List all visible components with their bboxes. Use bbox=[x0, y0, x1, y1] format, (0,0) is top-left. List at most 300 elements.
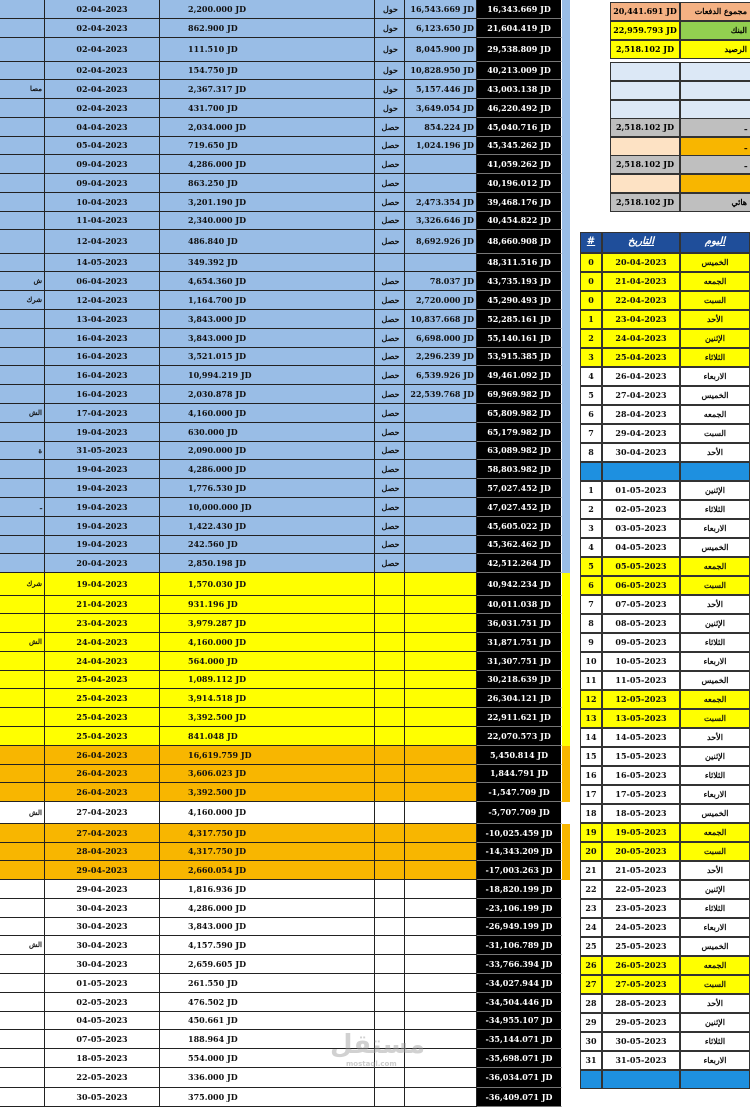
summary-label[interactable]: ـ bbox=[680, 118, 750, 137]
balance-cell[interactable]: -26,949.199 JD bbox=[477, 918, 562, 936]
balance-cell[interactable]: 48,311.516 JD bbox=[477, 254, 562, 272]
status-cell[interactable] bbox=[375, 1068, 405, 1088]
balance-cell[interactable]: 40,011.038 JD bbox=[477, 596, 562, 614]
transfer-cell[interactable] bbox=[405, 174, 477, 193]
date-cell[interactable]: 09-04-2023 bbox=[45, 174, 160, 193]
balance-cell[interactable]: -10,025.459 JD bbox=[477, 824, 562, 843]
summary-label[interactable] bbox=[680, 174, 750, 193]
calendar-date[interactable]: 18-05-2023 bbox=[602, 804, 680, 823]
transfer-cell[interactable] bbox=[405, 671, 477, 689]
transfer-cell[interactable] bbox=[405, 974, 477, 993]
calendar-day[interactable]: السبت bbox=[680, 291, 750, 310]
balance-cell[interactable]: 31,871.751 JD bbox=[477, 633, 562, 652]
balance-cell[interactable]: 45,605.022 JD bbox=[477, 517, 562, 536]
amount-cell[interactable]: 564.000 JD bbox=[160, 652, 375, 671]
date-cell[interactable]: 25-04-2023 bbox=[45, 689, 160, 708]
description-cell[interactable]: مصا bbox=[0, 80, 45, 99]
calendar-date[interactable]: 20-05-2023 bbox=[602, 842, 680, 861]
transfer-cell[interactable] bbox=[405, 880, 477, 899]
balance-cell[interactable]: 39,468.176 JD bbox=[477, 193, 562, 212]
amount-cell[interactable]: 431.700 JD bbox=[160, 99, 375, 118]
calendar-number[interactable]: 1 bbox=[580, 310, 602, 329]
status-cell[interactable]: حول bbox=[375, 38, 405, 62]
balance-cell[interactable]: -18,820.199 JD bbox=[477, 880, 562, 899]
calendar-date[interactable]: 25-04-2023 bbox=[602, 348, 680, 367]
balance-cell[interactable]: 22,070.573 JD bbox=[477, 727, 562, 746]
amount-cell[interactable]: 630.000 JD bbox=[160, 423, 375, 442]
description-cell[interactable] bbox=[0, 536, 45, 554]
calendar-number[interactable]: 16 bbox=[580, 766, 602, 785]
calendar-day[interactable] bbox=[680, 462, 750, 481]
calendar-day[interactable]: الأحد bbox=[680, 595, 750, 614]
transfer-cell[interactable] bbox=[405, 633, 477, 652]
description-cell[interactable] bbox=[0, 212, 45, 230]
date-cell[interactable]: 12-04-2023 bbox=[45, 291, 160, 310]
status-cell[interactable]: حول bbox=[375, 80, 405, 99]
status-cell[interactable]: حصل bbox=[375, 554, 405, 573]
transfer-cell[interactable] bbox=[405, 765, 477, 783]
calendar-day[interactable]: السبت bbox=[680, 709, 750, 728]
description-cell[interactable] bbox=[0, 137, 45, 155]
calendar-date[interactable]: 19-05-2023 bbox=[602, 823, 680, 842]
description-cell[interactable] bbox=[0, 366, 45, 385]
calendar-day[interactable]: الاربعاء bbox=[680, 1051, 750, 1070]
description-cell[interactable] bbox=[0, 955, 45, 974]
date-cell[interactable]: 30-04-2023 bbox=[45, 936, 160, 955]
amount-cell[interactable]: 2,660.054 JD bbox=[160, 861, 375, 880]
description-cell[interactable] bbox=[0, 460, 45, 479]
description-cell[interactable]: ش bbox=[0, 272, 45, 291]
calendar-date[interactable]: 29-05-2023 bbox=[602, 1013, 680, 1032]
date-cell[interactable]: 02-04-2023 bbox=[45, 80, 160, 99]
status-cell[interactable]: حصل bbox=[375, 404, 405, 423]
calendar-date[interactable]: 15-05-2023 bbox=[602, 747, 680, 766]
calendar-date[interactable]: 30-05-2023 bbox=[602, 1032, 680, 1051]
description-cell[interactable] bbox=[0, 479, 45, 498]
amount-cell[interactable]: 554.000 JD bbox=[160, 1049, 375, 1068]
transfer-cell[interactable] bbox=[405, 498, 477, 517]
calendar-date[interactable]: 06-05-2023 bbox=[602, 576, 680, 595]
amount-cell[interactable]: 4,317.750 JD bbox=[160, 824, 375, 843]
date-cell[interactable]: 30-04-2023 bbox=[45, 899, 160, 918]
description-cell[interactable] bbox=[0, 1088, 45, 1107]
status-cell[interactable] bbox=[375, 1012, 405, 1030]
date-cell[interactable]: 02-05-2023 bbox=[45, 993, 160, 1012]
date-cell[interactable]: 25-04-2023 bbox=[45, 727, 160, 746]
balance-cell[interactable]: -34,504.446 JD bbox=[477, 993, 562, 1012]
calendar-day[interactable]: السبت bbox=[680, 842, 750, 861]
date-cell[interactable]: 05-04-2023 bbox=[45, 137, 160, 155]
amount-cell[interactable]: 3,843.000 JD bbox=[160, 918, 375, 936]
transfer-cell[interactable]: 2,720.000 JD bbox=[405, 291, 477, 310]
balance-cell[interactable]: -34,027.944 JD bbox=[477, 974, 562, 993]
transfer-cell[interactable] bbox=[405, 517, 477, 536]
calendar-number[interactable]: 25 bbox=[580, 937, 602, 956]
amount-cell[interactable]: 2,659.605 JD bbox=[160, 955, 375, 974]
summary-label[interactable]: ـ bbox=[680, 155, 750, 174]
calendar-number[interactable]: 5 bbox=[580, 386, 602, 405]
description-cell[interactable] bbox=[0, 861, 45, 880]
status-cell[interactable]: حصل bbox=[375, 479, 405, 498]
calendar-day[interactable]: السبت bbox=[680, 424, 750, 443]
transfer-cell[interactable] bbox=[405, 918, 477, 936]
status-cell[interactable] bbox=[375, 899, 405, 918]
description-cell[interactable]: ـ bbox=[0, 498, 45, 517]
transfer-cell[interactable] bbox=[405, 460, 477, 479]
date-cell[interactable]: 10-04-2023 bbox=[45, 193, 160, 212]
date-cell[interactable]: 02-04-2023 bbox=[45, 0, 160, 19]
balance-cell[interactable]: 40,454.822 JD bbox=[477, 212, 562, 230]
calendar-header-date[interactable]: التاريخ bbox=[602, 232, 680, 253]
date-cell[interactable]: 12-04-2023 bbox=[45, 230, 160, 254]
balance-cell[interactable]: -31,106.789 JD bbox=[477, 936, 562, 955]
amount-cell[interactable]: 1,422.430 JD bbox=[160, 517, 375, 536]
calendar-day[interactable]: الخميس bbox=[680, 671, 750, 690]
balance-cell[interactable]: -17,003.263 JD bbox=[477, 861, 562, 880]
description-cell[interactable] bbox=[0, 174, 45, 193]
summary-label[interactable]: ـ bbox=[680, 137, 750, 156]
balance-cell[interactable]: -5,707.709 JD bbox=[477, 802, 562, 824]
calendar-number[interactable]: 28 bbox=[580, 994, 602, 1013]
amount-cell[interactable]: 4,160.000 JD bbox=[160, 404, 375, 423]
calendar-number[interactable]: 0 bbox=[580, 291, 602, 310]
transfer-cell[interactable] bbox=[405, 536, 477, 554]
status-cell[interactable] bbox=[375, 824, 405, 843]
calendar-date[interactable]: 23-04-2023 bbox=[602, 310, 680, 329]
summary-value[interactable]: 2,518.102 JD bbox=[610, 118, 680, 137]
date-cell[interactable]: 28-04-2023 bbox=[45, 843, 160, 861]
calendar-number[interactable]: 4 bbox=[580, 367, 602, 386]
summary-value[interactable] bbox=[610, 137, 680, 156]
amount-cell[interactable]: 476.502 JD bbox=[160, 993, 375, 1012]
transfer-cell[interactable]: 22,539.768 JD bbox=[405, 385, 477, 404]
summary-label[interactable] bbox=[680, 100, 750, 119]
calendar-date[interactable]: 13-05-2023 bbox=[602, 709, 680, 728]
balance-cell[interactable]: 43,003.138 JD bbox=[477, 80, 562, 99]
calendar-number[interactable]: 12 bbox=[580, 690, 602, 709]
calendar-date[interactable]: 26-04-2023 bbox=[602, 367, 680, 386]
calendar-date[interactable]: 21-05-2023 bbox=[602, 861, 680, 880]
calendar-date[interactable]: 17-05-2023 bbox=[602, 785, 680, 804]
amount-cell[interactable]: 3,843.000 JD bbox=[160, 310, 375, 329]
amount-cell[interactable]: 3,843.000 JD bbox=[160, 329, 375, 348]
summary-value[interactable]: 20,441.691 JD bbox=[610, 2, 680, 21]
amount-cell[interactable]: 1,164.700 JD bbox=[160, 291, 375, 310]
date-cell[interactable]: 19-04-2023 bbox=[45, 479, 160, 498]
calendar-number[interactable]: 31 bbox=[580, 1051, 602, 1070]
date-cell[interactable]: 09-04-2023 bbox=[45, 155, 160, 174]
calendar-number[interactable]: 18 bbox=[580, 804, 602, 823]
summary-value[interactable] bbox=[610, 174, 680, 193]
date-cell[interactable]: 26-04-2023 bbox=[45, 783, 160, 802]
description-cell[interactable] bbox=[0, 38, 45, 62]
calendar-day[interactable]: الإثنين bbox=[680, 880, 750, 899]
calendar-number[interactable]: 9 bbox=[580, 633, 602, 652]
calendar-date[interactable]: 23-05-2023 bbox=[602, 899, 680, 918]
status-cell[interactable] bbox=[375, 573, 405, 596]
transfer-cell[interactable]: 2,473.354 JD bbox=[405, 193, 477, 212]
amount-cell[interactable]: 2,034.000 JD bbox=[160, 118, 375, 137]
status-cell[interactable] bbox=[375, 861, 405, 880]
transfer-cell[interactable]: 6,698.000 JD bbox=[405, 329, 477, 348]
transfer-cell[interactable]: 8,045.900 JD bbox=[405, 38, 477, 62]
calendar-date[interactable]: 05-05-2023 bbox=[602, 557, 680, 576]
amount-cell[interactable]: 1,570.030 JD bbox=[160, 573, 375, 596]
date-cell[interactable]: 30-04-2023 bbox=[45, 955, 160, 974]
calendar-number[interactable]: 10 bbox=[580, 652, 602, 671]
transfer-cell[interactable]: 6,123.650 JD bbox=[405, 19, 477, 38]
calendar-number[interactable]: 22 bbox=[580, 880, 602, 899]
calendar-number[interactable]: 20 bbox=[580, 842, 602, 861]
transfer-cell[interactable] bbox=[405, 824, 477, 843]
description-cell[interactable] bbox=[0, 19, 45, 38]
transfer-cell[interactable] bbox=[405, 614, 477, 633]
calendar-date[interactable]: 16-05-2023 bbox=[602, 766, 680, 785]
calendar-day[interactable]: الجمعه bbox=[680, 557, 750, 576]
status-cell[interactable]: حول bbox=[375, 62, 405, 80]
calendar-day[interactable]: الجمعه bbox=[680, 405, 750, 424]
calendar-day[interactable]: الخميس bbox=[680, 253, 750, 272]
description-cell[interactable] bbox=[0, 708, 45, 727]
status-cell[interactable] bbox=[375, 918, 405, 936]
amount-cell[interactable]: 4,317.750 JD bbox=[160, 843, 375, 861]
amount-cell[interactable]: 450.661 JD bbox=[160, 1012, 375, 1030]
calendar-number[interactable]: 6 bbox=[580, 405, 602, 424]
status-cell[interactable] bbox=[375, 708, 405, 727]
summary-value[interactable] bbox=[610, 81, 680, 100]
calendar-day[interactable] bbox=[680, 1070, 750, 1089]
transfer-cell[interactable]: 3,649.054 JD bbox=[405, 99, 477, 118]
transfer-cell[interactable] bbox=[405, 442, 477, 460]
date-cell[interactable]: 02-04-2023 bbox=[45, 19, 160, 38]
date-cell[interactable]: 27-04-2023 bbox=[45, 824, 160, 843]
calendar-day[interactable]: السبت bbox=[680, 576, 750, 595]
summary-label[interactable] bbox=[680, 62, 750, 81]
status-cell[interactable] bbox=[375, 936, 405, 955]
transfer-cell[interactable] bbox=[405, 479, 477, 498]
transfer-cell[interactable]: 10,837.668 JD bbox=[405, 310, 477, 329]
calendar-day[interactable]: الجمعه bbox=[680, 690, 750, 709]
amount-cell[interactable]: 3,521.015 JD bbox=[160, 348, 375, 366]
description-cell[interactable]: الش bbox=[0, 936, 45, 955]
date-cell[interactable]: 16-04-2023 bbox=[45, 366, 160, 385]
calendar-number[interactable]: 27 bbox=[580, 975, 602, 994]
balance-cell[interactable]: 26,304.121 JD bbox=[477, 689, 562, 708]
calendar-number[interactable] bbox=[580, 462, 602, 481]
transfer-cell[interactable]: 78.037 JD bbox=[405, 272, 477, 291]
calendar-day[interactable]: الإثنين bbox=[680, 747, 750, 766]
description-cell[interactable] bbox=[0, 1030, 45, 1049]
status-cell[interactable]: حصل bbox=[375, 348, 405, 366]
transfer-cell[interactable] bbox=[405, 554, 477, 573]
summary-value[interactable] bbox=[610, 62, 680, 81]
calendar-date[interactable]: 09-05-2023 bbox=[602, 633, 680, 652]
amount-cell[interactable]: 4,286.000 JD bbox=[160, 899, 375, 918]
balance-cell[interactable]: 49,461.092 JD bbox=[477, 366, 562, 385]
balance-cell[interactable]: 31,307.751 JD bbox=[477, 652, 562, 671]
calendar-number[interactable]: 15 bbox=[580, 747, 602, 766]
calendar-day[interactable]: الخميس bbox=[680, 386, 750, 405]
calendar-day[interactable]: الخميس bbox=[680, 804, 750, 823]
transfer-cell[interactable]: 3,326.646 JD bbox=[405, 212, 477, 230]
date-cell[interactable]: 29-04-2023 bbox=[45, 880, 160, 899]
description-cell[interactable] bbox=[0, 974, 45, 993]
date-cell[interactable]: 27-04-2023 bbox=[45, 802, 160, 824]
calendar-date[interactable]: 27-05-2023 bbox=[602, 975, 680, 994]
status-cell[interactable]: حول bbox=[375, 99, 405, 118]
description-cell[interactable]: شرك bbox=[0, 291, 45, 310]
date-cell[interactable]: 20-04-2023 bbox=[45, 554, 160, 573]
calendar-number[interactable]: 13 bbox=[580, 709, 602, 728]
calendar-day[interactable]: الخميس bbox=[680, 538, 750, 557]
balance-cell[interactable]: -35,144.071 JD bbox=[477, 1030, 562, 1049]
calendar-day[interactable]: الأحد bbox=[680, 728, 750, 747]
transfer-cell[interactable] bbox=[405, 423, 477, 442]
transfer-cell[interactable] bbox=[405, 993, 477, 1012]
calendar-number[interactable]: 0 bbox=[580, 272, 602, 291]
calendar-date[interactable]: 14-05-2023 bbox=[602, 728, 680, 747]
summary-label[interactable]: البنك bbox=[680, 21, 750, 40]
description-cell[interactable] bbox=[0, 746, 45, 765]
status-cell[interactable] bbox=[375, 1088, 405, 1107]
description-cell[interactable] bbox=[0, 596, 45, 614]
calendar-date[interactable]: 24-04-2023 bbox=[602, 329, 680, 348]
amount-cell[interactable]: 719.650 JD bbox=[160, 137, 375, 155]
calendar-number[interactable]: 3 bbox=[580, 519, 602, 538]
date-cell[interactable]: 17-04-2023 bbox=[45, 404, 160, 423]
calendar-number[interactable]: 29 bbox=[580, 1013, 602, 1032]
calendar-date[interactable]: 28-04-2023 bbox=[602, 405, 680, 424]
calendar-number[interactable] bbox=[580, 1070, 602, 1089]
amount-cell[interactable]: 188.964 JD bbox=[160, 1030, 375, 1049]
amount-cell[interactable]: 1,816.936 JD bbox=[160, 880, 375, 899]
balance-cell[interactable]: -34,955.107 JD bbox=[477, 1012, 562, 1030]
balance-cell[interactable]: 30,218.639 JD bbox=[477, 671, 562, 689]
date-cell[interactable]: 19-04-2023 bbox=[45, 423, 160, 442]
balance-cell[interactable]: 5,450.814 JD bbox=[477, 746, 562, 765]
calendar-date[interactable]: 29-04-2023 bbox=[602, 424, 680, 443]
date-cell[interactable]: 18-05-2023 bbox=[45, 1049, 160, 1068]
calendar-day[interactable]: الثلاثاء bbox=[680, 766, 750, 785]
transfer-cell[interactable] bbox=[405, 783, 477, 802]
calendar-number[interactable]: 11 bbox=[580, 671, 602, 690]
calendar-number[interactable]: 24 bbox=[580, 918, 602, 937]
date-cell[interactable]: 26-04-2023 bbox=[45, 765, 160, 783]
description-cell[interactable] bbox=[0, 99, 45, 118]
calendar-date[interactable]: 28-05-2023 bbox=[602, 994, 680, 1013]
description-cell[interactable]: الش bbox=[0, 633, 45, 652]
balance-cell[interactable]: -36,409.071 JD bbox=[477, 1088, 562, 1107]
calendar-day[interactable]: الثلاثاء bbox=[680, 1032, 750, 1051]
date-cell[interactable]: 13-04-2023 bbox=[45, 310, 160, 329]
date-cell[interactable]: 25-04-2023 bbox=[45, 671, 160, 689]
transfer-cell[interactable] bbox=[405, 1088, 477, 1107]
date-cell[interactable]: 02-04-2023 bbox=[45, 62, 160, 80]
date-cell[interactable]: 19-04-2023 bbox=[45, 517, 160, 536]
date-cell[interactable]: 16-04-2023 bbox=[45, 385, 160, 404]
date-cell[interactable]: 16-04-2023 bbox=[45, 329, 160, 348]
status-cell[interactable]: حصل bbox=[375, 212, 405, 230]
calendar-number[interactable]: 30 bbox=[580, 1032, 602, 1051]
calendar-day[interactable]: الاربعاء bbox=[680, 367, 750, 386]
description-cell[interactable] bbox=[0, 62, 45, 80]
status-cell[interactable]: حصل bbox=[375, 517, 405, 536]
status-cell[interactable] bbox=[375, 727, 405, 746]
description-cell[interactable] bbox=[0, 918, 45, 936]
description-cell[interactable]: ة bbox=[0, 442, 45, 460]
status-cell[interactable]: حصل bbox=[375, 291, 405, 310]
status-cell[interactable] bbox=[375, 802, 405, 824]
calendar-date[interactable]: 21-04-2023 bbox=[602, 272, 680, 291]
description-cell[interactable] bbox=[0, 824, 45, 843]
balance-cell[interactable]: 58,803.982 JD bbox=[477, 460, 562, 479]
balance-cell[interactable]: 65,179.982 JD bbox=[477, 423, 562, 442]
balance-cell[interactable]: 42,512.264 JD bbox=[477, 554, 562, 573]
status-cell[interactable] bbox=[375, 843, 405, 861]
balance-cell[interactable]: 40,942.234 JD bbox=[477, 573, 562, 596]
description-cell[interactable] bbox=[0, 517, 45, 536]
transfer-cell[interactable]: 10,828.950 JD bbox=[405, 62, 477, 80]
calendar-day[interactable]: الأحد bbox=[680, 994, 750, 1013]
balance-cell[interactable]: 40,196.012 JD bbox=[477, 174, 562, 193]
description-cell[interactable] bbox=[0, 348, 45, 366]
description-cell[interactable] bbox=[0, 765, 45, 783]
summary-label[interactable]: مجموع الدفعات bbox=[680, 2, 750, 21]
description-cell[interactable] bbox=[0, 423, 45, 442]
date-cell[interactable]: 23-04-2023 bbox=[45, 614, 160, 633]
status-cell[interactable] bbox=[375, 783, 405, 802]
calendar-number[interactable]: 26 bbox=[580, 956, 602, 975]
amount-cell[interactable]: 2,090.000 JD bbox=[160, 442, 375, 460]
status-cell[interactable]: حصل bbox=[375, 272, 405, 291]
description-cell[interactable] bbox=[0, 689, 45, 708]
status-cell[interactable] bbox=[375, 974, 405, 993]
calendar-day[interactable]: الإثنين bbox=[680, 614, 750, 633]
status-cell[interactable] bbox=[375, 614, 405, 633]
description-cell[interactable] bbox=[0, 329, 45, 348]
balance-cell[interactable]: 40,213.009 JD bbox=[477, 62, 562, 80]
calendar-day[interactable]: الإثنين bbox=[680, 481, 750, 500]
amount-cell[interactable]: 10,994.219 JD bbox=[160, 366, 375, 385]
date-cell[interactable]: 14-05-2023 bbox=[45, 254, 160, 272]
transfer-cell[interactable] bbox=[405, 843, 477, 861]
transfer-cell[interactable] bbox=[405, 861, 477, 880]
balance-cell[interactable]: 45,290.493 JD bbox=[477, 291, 562, 310]
calendar-number[interactable]: 4 bbox=[580, 538, 602, 557]
amount-cell[interactable]: 3,392.500 JD bbox=[160, 708, 375, 727]
date-cell[interactable]: 29-04-2023 bbox=[45, 861, 160, 880]
status-cell[interactable]: حصل bbox=[375, 329, 405, 348]
transfer-cell[interactable] bbox=[405, 1068, 477, 1088]
calendar-day[interactable]: الأحد bbox=[680, 443, 750, 462]
date-cell[interactable]: 24-04-2023 bbox=[45, 652, 160, 671]
calendar-day[interactable]: الإثنين bbox=[680, 1013, 750, 1032]
amount-cell[interactable]: 2,030.878 JD bbox=[160, 385, 375, 404]
status-cell[interactable]: حصل bbox=[375, 366, 405, 385]
status-cell[interactable] bbox=[375, 746, 405, 765]
balance-cell[interactable]: 29,538.809 JD bbox=[477, 38, 562, 62]
status-cell[interactable] bbox=[375, 955, 405, 974]
date-cell[interactable]: 04-04-2023 bbox=[45, 118, 160, 137]
date-cell[interactable]: 16-04-2023 bbox=[45, 348, 160, 366]
date-cell[interactable]: 26-04-2023 bbox=[45, 746, 160, 765]
status-cell[interactable]: حصل bbox=[375, 423, 405, 442]
description-cell[interactable] bbox=[0, 614, 45, 633]
description-cell[interactable] bbox=[0, 671, 45, 689]
status-cell[interactable] bbox=[375, 689, 405, 708]
amount-cell[interactable]: 1,776.530 JD bbox=[160, 479, 375, 498]
transfer-cell[interactable] bbox=[405, 802, 477, 824]
